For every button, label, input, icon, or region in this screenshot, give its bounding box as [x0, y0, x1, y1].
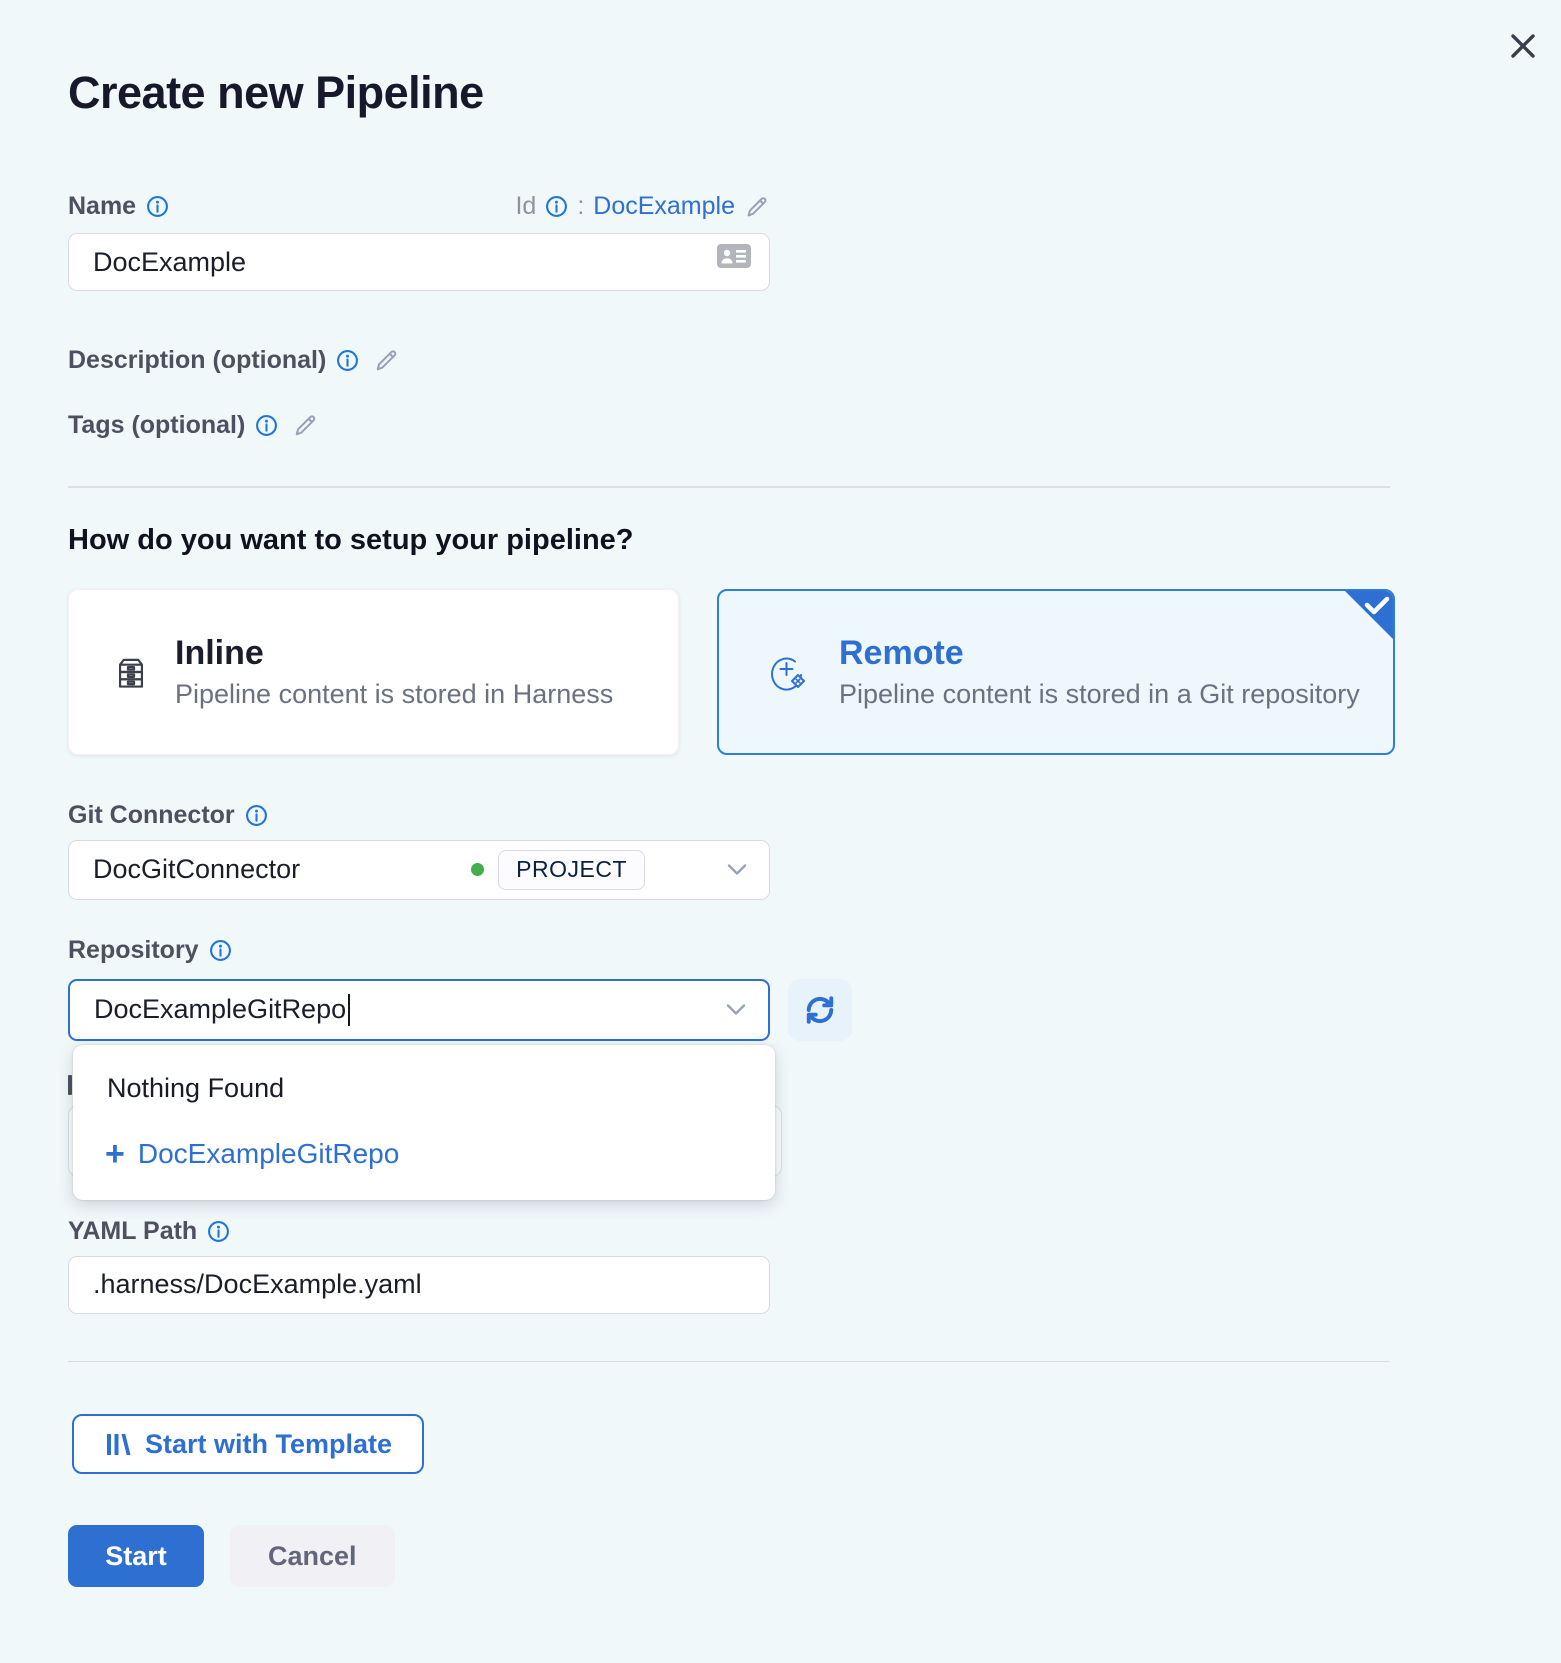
info-icon[interactable] [209, 939, 232, 962]
chevron-down-icon[interactable] [727, 863, 747, 876]
obscured-branch-field [68, 1049, 778, 1177]
description-row [68, 346, 1561, 375]
option-card-remote[interactable] [717, 589, 1395, 755]
repository-input[interactable] [68, 979, 770, 1041]
name-id-row [68, 192, 770, 221]
tags-label: Tags (optional) [68, 411, 246, 439]
id-label: Id [515, 192, 537, 220]
pipeline-id-row [515, 192, 770, 221]
divider [68, 486, 1390, 488]
info-icon[interactable] [207, 1220, 230, 1243]
inline-drawers-icon [115, 655, 147, 689]
text-cursor [348, 994, 350, 1026]
description-label: Description (optional) [68, 346, 327, 374]
plus-icon: + [105, 1134, 125, 1173]
dropdown-create-option[interactable] [73, 1134, 775, 1173]
page-title: Create new Pipeline [68, 67, 484, 118]
start-with-template-button[interactable] [72, 1414, 424, 1474]
git-connector-label: Git Connector [68, 800, 235, 829]
storage-option-cards [68, 589, 1561, 755]
divider [68, 1361, 1390, 1363]
refresh-icon [802, 992, 838, 1028]
obscured-label-fragment [68, 1075, 72, 1095]
selected-check-icon [1337, 589, 1395, 647]
name-input[interactable] [68, 233, 770, 291]
remote-option-title: Remote [839, 633, 964, 672]
tags-row [68, 411, 1561, 440]
scope-badge: PROJECT [498, 850, 645, 890]
template-library-icon [104, 1431, 131, 1458]
dialog-actions [68, 1525, 1561, 1587]
git-connector-select[interactable] [68, 840, 770, 900]
id-card-icon [716, 242, 752, 270]
inline-option-title: Inline [175, 633, 264, 672]
yaml-path-label-row [68, 1217, 1561, 1246]
id-separator: : [577, 192, 585, 220]
name-input-wrap [68, 221, 770, 291]
info-icon[interactable] [336, 349, 359, 372]
repository-label-row [68, 936, 1561, 965]
start-button[interactable]: Start [68, 1525, 204, 1587]
edit-id-icon[interactable] [744, 194, 770, 220]
dropdown-create-label: DocExampleGitRepo [137, 1137, 400, 1169]
info-icon[interactable] [255, 414, 278, 437]
option-card-inline[interactable] [68, 589, 679, 755]
info-icon[interactable] [545, 195, 568, 218]
yaml-path-input[interactable] [68, 1256, 770, 1314]
name-label: Name [68, 192, 137, 220]
dropdown-empty-message: Nothing Found [107, 1072, 285, 1103]
refresh-repositories-button[interactable] [788, 979, 852, 1041]
chevron-down-icon[interactable] [726, 1003, 746, 1016]
start-with-template-label: Start with Template [145, 1428, 393, 1459]
info-icon[interactable] [146, 195, 169, 218]
edit-tags-icon[interactable] [292, 412, 319, 439]
setup-question: How do you want to setup your pipeline? [68, 523, 634, 556]
repository-row [68, 979, 1561, 1041]
inline-option-subtitle: Pipeline content is stored in Harness [175, 678, 614, 709]
repository-value: DocExampleGitRepo [94, 994, 347, 1024]
cancel-button[interactable]: Cancel [230, 1525, 395, 1587]
name-label-row [68, 192, 169, 221]
connector-status-dot [471, 863, 484, 876]
git-connector-label-row [68, 801, 1561, 830]
info-icon[interactable] [245, 804, 268, 827]
repository-label: Repository [68, 935, 199, 964]
git-connector-value: DocGitConnector [93, 854, 301, 884]
repository-dropdown [73, 1045, 775, 1200]
edit-description-icon[interactable] [373, 347, 400, 374]
pipeline-id-value[interactable]: DocExample [593, 192, 735, 220]
yaml-path-label: YAML Path [68, 1216, 198, 1245]
remote-git-icon [765, 649, 811, 695]
remote-option-subtitle: Pipeline content is stored in a Git repository [839, 678, 1360, 709]
